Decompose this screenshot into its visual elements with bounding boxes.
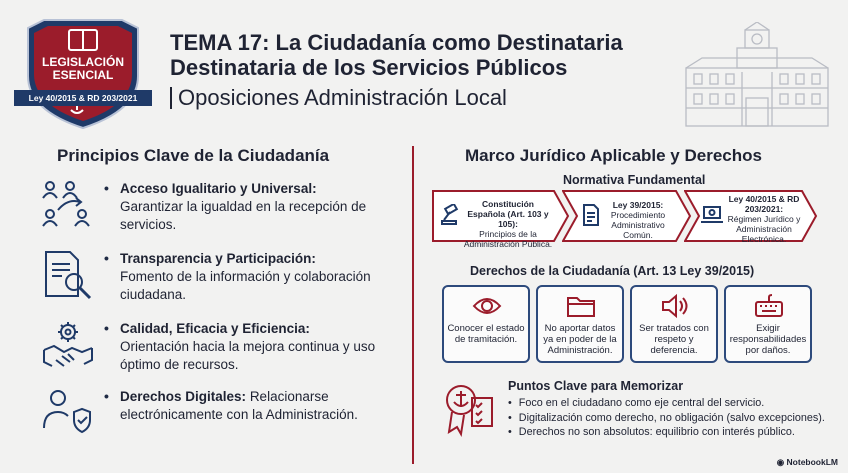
document-icon <box>582 204 600 226</box>
principle-text: Relacionarse electrónicamente con la Administración. <box>120 389 358 422</box>
derechos-title: Derechos de la Ciudadanía (Art. 13 Ley 39/2015) <box>470 264 755 278</box>
speaker-icon <box>660 293 690 319</box>
brand-icon: ◉ <box>776 457 787 467</box>
normativa-step <box>432 190 570 249</box>
right-heading: Marco Jurídico Aplicable y Derechos <box>465 146 762 165</box>
user-shield-icon <box>40 388 96 440</box>
list-item: • Foco en el ciudadano como eje central del servicio. <box>508 396 825 411</box>
normativa-bold: Constitución Española (Art. 103 y 105): <box>467 199 549 229</box>
derecho-card <box>442 285 530 363</box>
normativa-text: Régimen Jurídico y Administración Electrónica. <box>727 214 801 244</box>
badge-line1: LEGISLACIÓN <box>41 55 124 69</box>
list-item: • Derechos no son absolutos: equilibrio con interés público. <box>508 425 825 440</box>
principle-text: Garantizar la igualdad en la recepción de servicios. <box>120 199 367 232</box>
derecho-text: Conocer el estado de tramitación. <box>447 323 525 345</box>
derecho-card <box>630 285 718 363</box>
subtitle-text: Oposiciones Administración Local <box>178 85 507 110</box>
keyboard-icon <box>754 293 784 319</box>
principle-bold: Calidad, Eficacia y Eficiencia: <box>120 321 310 336</box>
legislacion-badge <box>14 14 152 132</box>
gavel-icon <box>440 204 462 226</box>
page-title-line2: Destinataria de los Servicios Públicos <box>170 55 568 80</box>
folder-icon <box>566 293 596 319</box>
principle-bold: Acceso Igualitario y Universal: <box>120 181 317 196</box>
normativa-bold: Ley 40/2015 & RD 203/2021: <box>728 194 800 214</box>
normativa-bold: Ley 39/2015: <box>612 200 664 210</box>
badge-ribbon: Ley 40/2015 & RD 203/2021 <box>28 93 138 103</box>
list-item: • Digitalización como derecho, no obligación (salvo excepciones). <box>508 411 825 426</box>
normativa-text: Principios de la Administración Pública. <box>463 229 553 249</box>
anchor-checklist-icon <box>444 380 496 438</box>
notebooklm-logo <box>777 457 838 468</box>
users-arrow-icon <box>40 180 96 232</box>
principle-text: Orientación hacia la mejora continua y uso óptimo de recursos. <box>120 339 376 372</box>
principle-bold: Transparencia y Participación: <box>120 251 316 266</box>
normativa-step <box>562 190 692 242</box>
town-hall-icon <box>682 22 832 130</box>
derecho-text: No aportar datos ya en poder de la Administración. <box>543 323 617 356</box>
principle-bold: Derechos Digitales: <box>120 389 247 404</box>
eye-icon <box>472 293 502 319</box>
badge-line2: ESENCIAL <box>52 68 114 82</box>
puntos-list <box>508 396 825 440</box>
derecho-text: Exigir responsabilidades por daños. <box>729 323 807 356</box>
page-subtitle <box>170 85 507 111</box>
derecho-card <box>724 285 812 363</box>
left-heading: Principios Clave de la Ciudadanía <box>57 146 330 165</box>
derecho-card <box>536 285 624 363</box>
document-search-icon <box>40 250 96 302</box>
normativa-step <box>684 190 818 242</box>
center-divider <box>412 146 414 464</box>
gear-handshake-icon <box>40 320 96 372</box>
brand-text: NotebookLM <box>786 457 838 467</box>
normativa-title: Normativa Fundamental <box>563 173 706 187</box>
page-title-line1: TEMA 17: La Ciudadanía como Destinataria <box>170 30 623 55</box>
laptop-icon <box>700 205 724 225</box>
puntos-title: Puntos Clave para Memorizar <box>508 379 684 393</box>
derecho-text: Ser tratados con respeto y deferencia. <box>639 323 709 356</box>
normativa-text: Procedimiento Administrativo Común. <box>610 210 666 240</box>
principle-text: Fomento de la información y colaboración ciudadana. <box>120 269 371 302</box>
